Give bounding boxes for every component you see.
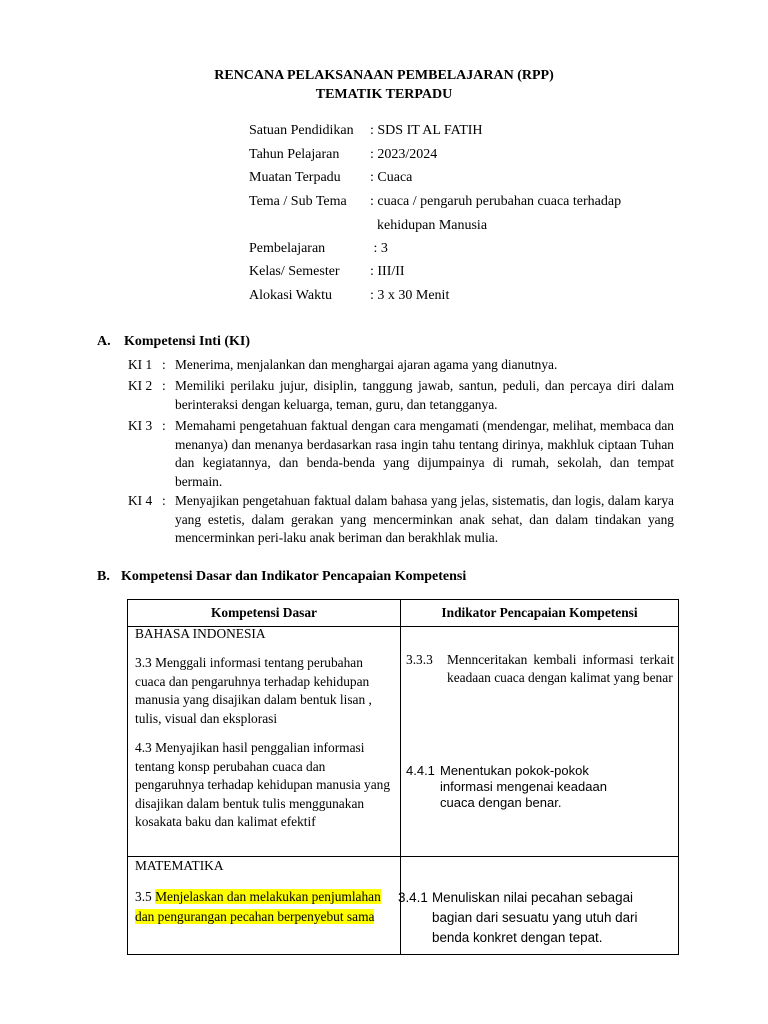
ki-colon: : — [162, 493, 166, 508]
kd-3-3: 3.3 Menggali informasi tentang perubahan cuaca dan pengaruhnya terhadap kehidupan manusia yang disajikan dalam bentuk lisan , tulis, visual dan eksplorasi — [135, 655, 372, 726]
indicator-text: Menentukan pokok-pokok informasi mengenai keadaan cuaca dengan benar. — [440, 763, 607, 810]
info-label: Tema / Sub Tema — [249, 194, 347, 209]
ki-code: KI 1 — [128, 357, 153, 372]
doc-title: RENCANA PELAKSANAAN PEMBELAJARAN (RPP) — [214, 68, 554, 83]
kd-text-highlighted: Menjelaskan dan melakukan penjumlahan dan pengurangan pecahan berpenyebut sama — [135, 889, 381, 924]
kd-cell-bahasa — [128, 627, 401, 857]
section-letter: B. — [97, 569, 110, 584]
ki-colon: : — [162, 418, 166, 433]
ki-code: KI 3 — [128, 418, 153, 433]
info-kelas-semester — [249, 264, 405, 280]
indicator-number: 3.3.3 — [406, 652, 433, 667]
info-value: : SDS IT AL FATIH — [370, 123, 483, 138]
info-tema — [249, 194, 621, 210]
indicator-cell-matematika — [398, 857, 679, 955]
kd-cell-matematika — [128, 857, 401, 955]
kd-3-5 — [135, 887, 393, 926]
info-label: Satuan Pendidikan — [249, 123, 354, 138]
doc-subtitle: TEMATIK TERPADU — [315, 87, 453, 102]
info-satuan-pendidikan — [249, 123, 483, 139]
ki-colon: : — [162, 378, 166, 393]
ki-code: KI 2 — [128, 378, 153, 393]
info-pembelajaran — [249, 241, 388, 257]
section-a-heading — [97, 334, 250, 350]
indicator-text: Menuliskan nilai pecahan sebagai bagian dari sesuatu yang utuh dari benda konkret dengan tepat. — [432, 890, 638, 945]
info-value: : cuaca / pengaruh perubahan cuaca terhadap — [370, 194, 622, 209]
section-b-heading — [97, 569, 466, 585]
header-kompetensi-dasar: Kompetensi Dasar — [128, 600, 401, 627]
info-value: : III/II — [370, 264, 405, 279]
table-row-matematika — [128, 857, 679, 955]
info-tahun-pelajaran — [249, 147, 437, 163]
indicator-cell-bahasa — [401, 627, 679, 857]
kd-table — [127, 599, 679, 955]
info-tema-continued: kehidupan Manusia — [377, 218, 488, 233]
indicator-number: 4.4.1 — [406, 763, 435, 778]
info-value: : 2023/2024 — [370, 147, 438, 162]
ki-text: Memiliki perilaku jujur, disiplin, tanggung jawab, santun, peduli, dan percaya diri dalam berinteraksi dengan keluarga, teman, guru, dan tetangganya. — [175, 378, 674, 412]
section-title: Kompetensi Inti (KI) — [124, 334, 250, 349]
info-value: : 3 — [370, 241, 388, 256]
subject-matematika: MATEMATIKA — [135, 858, 224, 873]
section-title: Kompetensi Dasar dan Indikator Pencapaian Kompetensi — [121, 569, 467, 584]
ki-item-4 — [128, 492, 674, 548]
header-indikator: Indikator Pencapaian Kompetensi — [401, 600, 679, 627]
ki-colon: : — [162, 357, 166, 372]
info-label: Kelas/ Semester — [249, 264, 340, 279]
info-muatan-terpadu — [249, 170, 412, 186]
ki-text: Menerima, menjalankan dan menghargai ajaran agama yang dianutnya. — [175, 357, 558, 372]
section-letter: A. — [97, 334, 111, 349]
table-row-bahasa — [128, 627, 679, 857]
info-label: Pembelajaran — [249, 241, 326, 256]
info-value: : Cuaca — [370, 170, 413, 185]
indicator-number: 3.4.1 — [398, 890, 428, 905]
indicator-text: Mennceritakan kembali informasi terkait keadaan cuaca dengan kalimat yang benar — [447, 652, 674, 685]
ki-text: Memahami pengetahuan faktual dengan cara mengamati (mendengar, melihat, membaca dan menanya) dan menanya berdasarkan rasa ingin tahu tentang dirinya, makhluk ciptaan Tuhan dan kegiatannya, dan benda-benda yang dijumpainya di rumah, sekolah, dan tempat bermain. — [175, 418, 674, 489]
kd-number: 3.5 — [135, 889, 152, 904]
info-value: : 3 x 30 Menit — [370, 288, 450, 303]
info-label: Tahun Pelajaran — [249, 147, 340, 162]
ki-text: Menyajikan pengetahuan faktual dalam bahasa yang jelas, sistematis, dan logis, dalam karya yang estetis, dalam gerakan yang mencerminkan anak sehat, dan dalam tindakan yang mencerminkan peri-laku anak beriman dan berakhlak mulia. — [175, 493, 674, 545]
info-label: Muatan Terpadu — [249, 170, 341, 185]
info-alokasi-waktu — [249, 288, 449, 304]
kd-4-3: 4.3 Menyajikan hasil penggalian informasi tentang konsp perubahan cuaca dan pengaruhnya terhadap kehidupan manusia yang disajikan dalam bentuk tulis menggunakan kosakata baku dan kalimat efektif — [135, 740, 391, 829]
ki-item-1 — [128, 356, 674, 375]
info-label: Alokasi Waktu — [249, 288, 332, 303]
ki-item-2 — [128, 377, 674, 414]
table-header-row — [128, 600, 679, 627]
ki-code: KI 4 — [128, 493, 153, 508]
subject-bahasa: BAHASA INDONESIA — [135, 626, 266, 641]
ki-item-3 — [128, 417, 674, 491]
